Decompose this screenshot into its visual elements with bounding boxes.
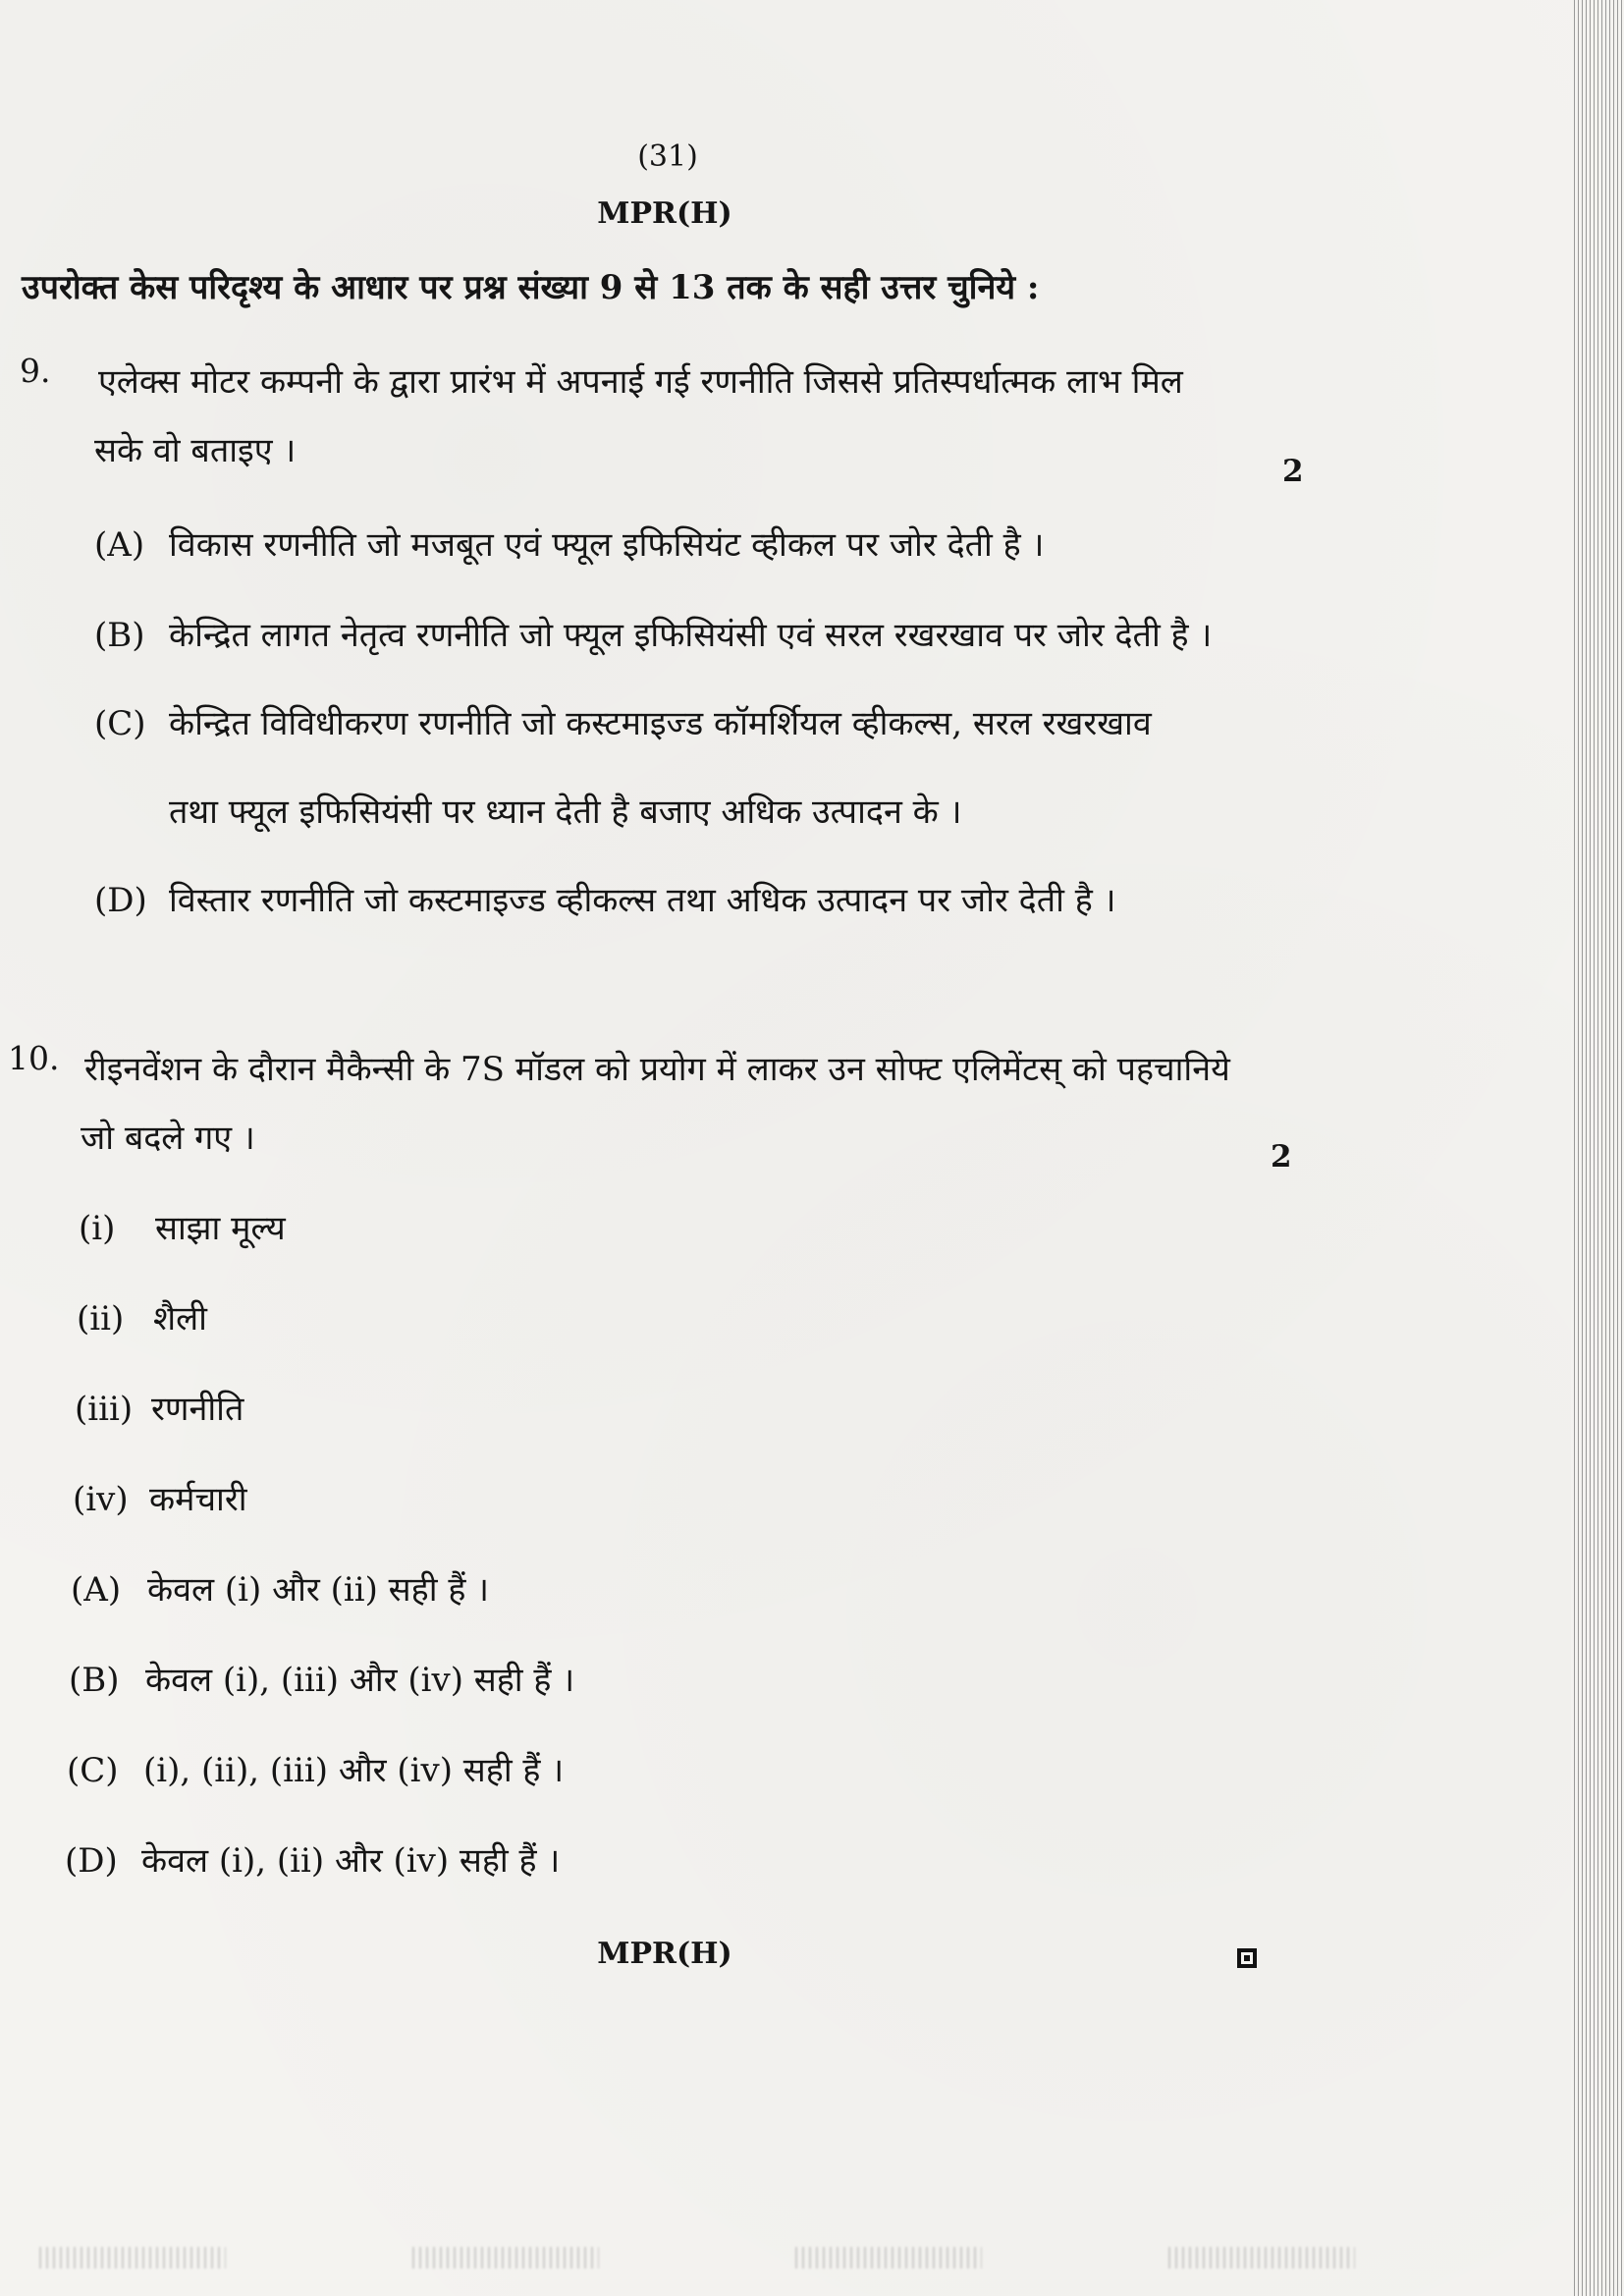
q9-option-a-label: (A) bbox=[94, 525, 145, 565]
scan-smudge bbox=[39, 2247, 226, 2269]
scan-smudge bbox=[1168, 2247, 1355, 2269]
q10-item-i bbox=[79, 1204, 286, 1249]
q10-item-i-text: साझा मूल्य bbox=[155, 1209, 286, 1248]
q10-option-a bbox=[71, 1565, 489, 1611]
q9-option-c-label: (C) bbox=[94, 704, 146, 743]
q9-text-line2: सके वो बताइए । bbox=[94, 431, 297, 470]
end-marker-icon bbox=[1237, 1948, 1257, 1968]
q10-option-b bbox=[69, 1656, 574, 1701]
q9-option-a bbox=[94, 520, 1044, 566]
q10-option-d bbox=[65, 1836, 560, 1882]
q10-option-c-text: (i), (ii), (iii) और (iv) सही हैं । bbox=[143, 1751, 565, 1790]
q10-option-a-text: केवल (i) और (ii) सही हैं । bbox=[147, 1570, 490, 1610]
q9-option-c-text-line2: तथा फ्यूल इफिसियंसी पर ध्यान देती है बजाए अधिक उत्पादन के । bbox=[169, 793, 962, 832]
q10-text-line2: जो बदले गए । bbox=[81, 1119, 255, 1158]
q9-text-line1: एलेक्स मोटर कम्पनी के द्वारा प्रारंभ में अपनाई गई रणनीति जिससे प्रतिस्पर्धात्मक लाभ मिल bbox=[98, 362, 1183, 402]
q9-option-b-label: (B) bbox=[94, 616, 145, 655]
q10-item-iii-text: रणनीति bbox=[151, 1390, 244, 1429]
q10-option-c bbox=[67, 1746, 564, 1791]
q10-option-d-label: (D) bbox=[65, 1841, 118, 1881]
q9-option-a-text: विकास रणनीति जो मजबूत एवं फ्यूल इफिसियंट व्हीकल पर जोर देती है । bbox=[169, 525, 1045, 565]
q9-option-d-label: (D) bbox=[94, 881, 147, 920]
instruction-text: उपरोक्त केस परिदृश्य के आधार पर प्रश्न संख्या 9 से 13 तक के सही उत्तर चुनिये : bbox=[22, 268, 1040, 307]
q10-marks: 2 bbox=[1271, 1139, 1292, 1175]
q10-number: 10. bbox=[8, 1039, 60, 1077]
q10-item-iv-text: कर्मचारी bbox=[149, 1480, 247, 1519]
q9-option-d bbox=[94, 876, 1115, 921]
q10-option-a-label: (A) bbox=[71, 1570, 122, 1610]
q9-option-d-text: विस्तार रणनीति जो कस्टमाइज्ड व्हीकल्स तथा अधिक उत्पादन पर जोर देती है । bbox=[169, 881, 1116, 920]
page-number: (31) bbox=[637, 139, 698, 174]
q9-option-c-text: केन्द्रित विविधीकरण रणनीति जो कस्टमाइज्ड कॉमर्शियल व्हीकल्स, सरल रखरखाव bbox=[169, 704, 1152, 743]
scan-smudge bbox=[412, 2247, 599, 2269]
q10-item-ii bbox=[77, 1294, 207, 1339]
q9-option-c bbox=[94, 699, 1152, 744]
q10-item-i-label: (i) bbox=[79, 1209, 116, 1248]
q10-item-iv bbox=[73, 1475, 247, 1520]
page-edge-lines bbox=[1571, 0, 1624, 2296]
paper-code-header: MPR(H) bbox=[597, 196, 732, 231]
q10-option-d-text: केवल (i), (ii) और (iv) सही हैं । bbox=[141, 1841, 561, 1881]
q9-option-b bbox=[94, 611, 1212, 656]
q10-option-c-label: (C) bbox=[67, 1751, 119, 1790]
paper-code-footer: MPR(H) bbox=[597, 1937, 732, 1971]
q10-item-ii-label: (ii) bbox=[77, 1299, 125, 1339]
q10-option-b-label: (B) bbox=[69, 1661, 120, 1700]
q10-item-iv-label: (iv) bbox=[73, 1480, 129, 1519]
q10-item-iii bbox=[75, 1385, 244, 1430]
q9-number: 9. bbox=[20, 352, 51, 390]
q10-option-b-text: केवल (i), (iii) और (iv) सही हैं । bbox=[145, 1661, 575, 1700]
q9-option-b-text: केन्द्रित लागत नेतृत्व रणनीति जो फ्यूल इफिसियंसी एवं सरल रखरखाव पर जोर देती है । bbox=[169, 616, 1213, 655]
scan-smudge bbox=[795, 2247, 982, 2269]
q9-marks: 2 bbox=[1282, 454, 1304, 489]
q10-item-ii-text: शैली bbox=[153, 1299, 207, 1339]
q10-text-line1: रीइनवेंशन के दौरान मैकैन्सी के 7S मॉडल को प्रयोग में लाकर उन सोफ्ट एलिमेंटस् को पहचानिये bbox=[84, 1050, 1230, 1089]
q10-item-iii-label: (iii) bbox=[75, 1390, 134, 1429]
